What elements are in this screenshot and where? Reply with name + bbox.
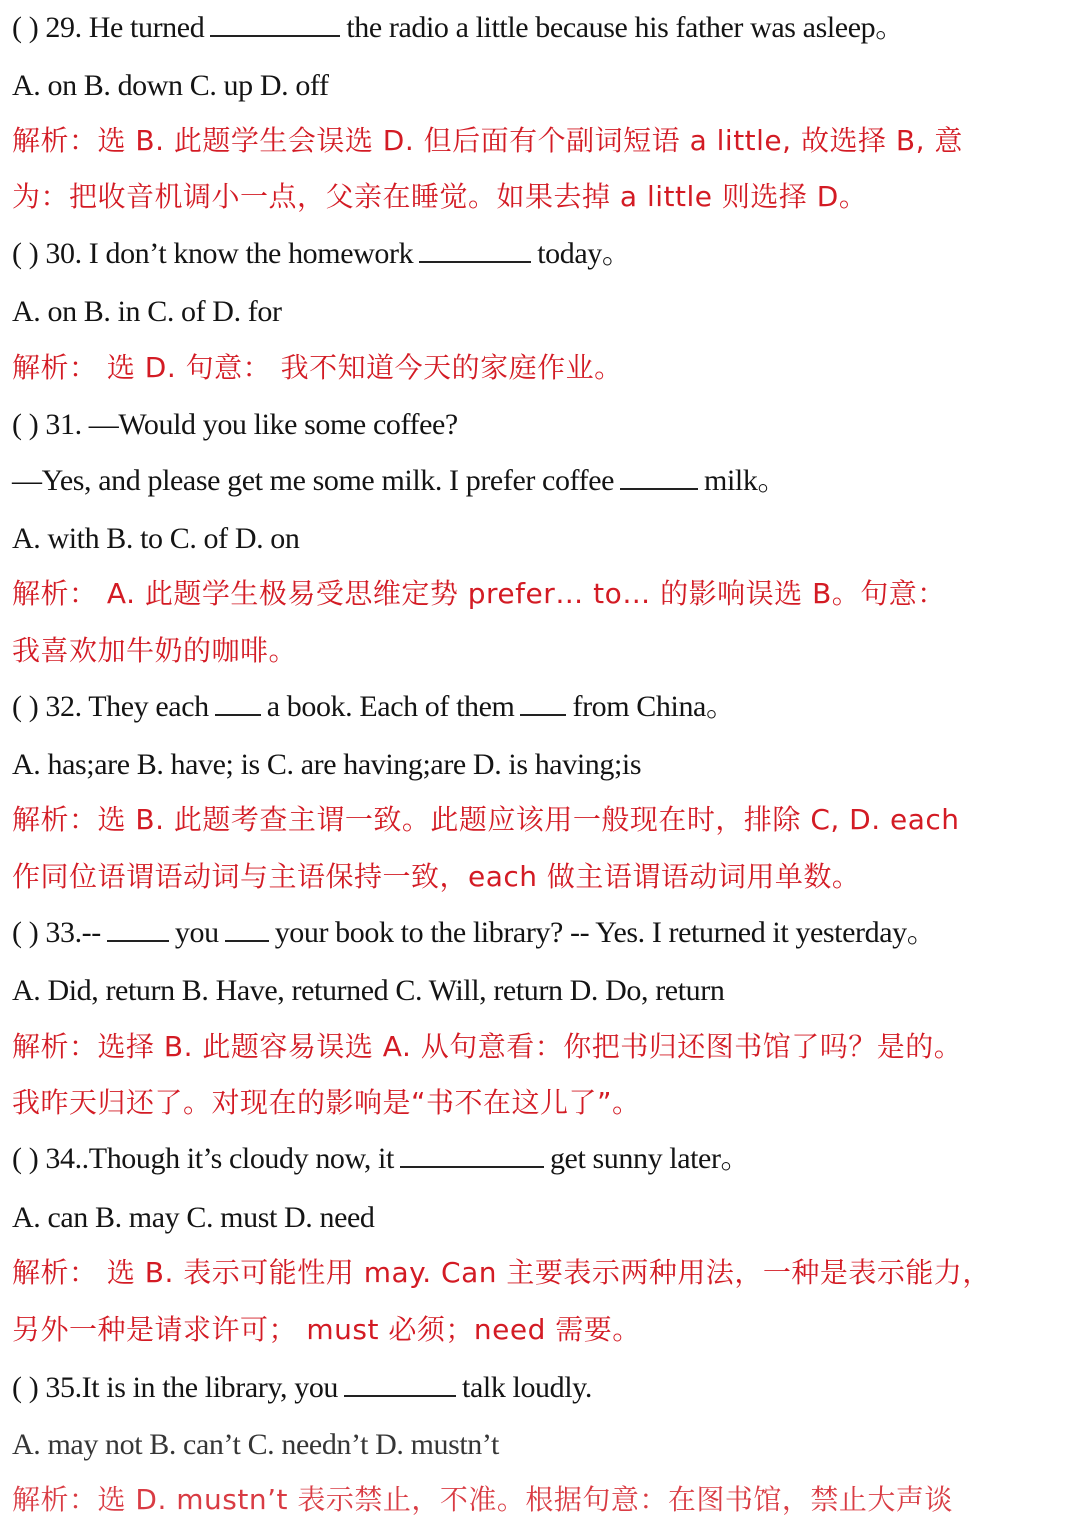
question-32-stem: [12, 687, 736, 727]
question-32-stem-suffix: from China。: [572, 690, 736, 723]
question-32-stem-middle: a book. Each of them: [266, 690, 515, 723]
question-31-stem-line-2-prefix: —Yes, and please get me some milk. I prefer coffee: [12, 464, 615, 497]
answer-blank: [344, 1369, 456, 1397]
question-29-stem: [12, 8, 905, 48]
question-31-explanation-line-2: 我喜欢加牛奶的咖啡。: [12, 634, 298, 667]
question-31-explanation-line-1: 解析： A. 此题学生极易受思维定势 prefer… to… 的影响误选 B。句意：: [12, 577, 946, 610]
answer-blank: [419, 235, 531, 263]
answer-blank: [210, 9, 340, 37]
question-29-stem-prefix: ( ) 29. He turned: [12, 11, 205, 44]
question-35-stem-suffix: talk loudly.: [462, 1371, 592, 1404]
question-31-stem: ( ) 31. —Would you like some coffee?: [12, 408, 458, 441]
question-31-options: A. with B. to C. of D. on: [12, 522, 300, 555]
question-33-options: A. Did, return B. Have, returned C. Will, return D. Do, return: [12, 974, 725, 1007]
question-35-options: A. may not B. can’t C. needn’t D. mustn’t: [12, 1428, 499, 1461]
answer-blank: [620, 462, 698, 490]
answer-blank: [520, 688, 566, 716]
question-33-stem-middle: you: [174, 916, 219, 949]
question-30-stem-suffix: today。: [537, 237, 632, 270]
question-34-options: A. can B. may C. must D. need: [12, 1201, 375, 1234]
question-29-explanation-line-2: 为：把收音机调小一点，父亲在睡觉。如果去掉 a little 则选择 D。: [12, 180, 868, 213]
answer-blank: [225, 914, 269, 942]
question-30-options: A. on B. in C. of D. for: [12, 295, 282, 328]
question-35-stem-prefix: ( ) 35.It is in the library, you: [12, 1371, 339, 1404]
answer-blank: [215, 688, 261, 716]
question-33-stem: [12, 913, 936, 953]
question-34-stem-suffix: get sunny later。: [549, 1142, 751, 1175]
question-30-stem: [12, 234, 631, 274]
question-30-stem-prefix: ( ) 30. I don’t know the homework: [12, 237, 414, 270]
question-34-stem-prefix: ( ) 34..Though it’s cloudy now, it: [12, 1142, 394, 1175]
answer-blank: [400, 1140, 544, 1168]
question-31-stem-line-2: [12, 461, 787, 501]
question-33-explanation-line-1: 解析：选择 B. 此题容易误选 A. 从句意看：你把书归还图书馆了吗？是的。: [12, 1030, 963, 1063]
question-29-stem-suffix: the radio a little because his father was asleep。: [346, 11, 905, 44]
question-34-explanation-line-1: 解析： 选 B. 表示可能性用 may. Can 主要表示两种用法，一种是表示能力，: [12, 1256, 991, 1289]
question-30-explanation-line-1: 解析： 选 D. 句意： 我不知道今天的家庭作业。: [12, 351, 623, 384]
question-32-explanation-line-2: 作同位语谓语动词与主语保持一致，each 做主语谓语动词用单数。: [12, 860, 861, 893]
question-34-stem: [12, 1139, 750, 1179]
question-35-stem: [12, 1368, 592, 1408]
question-32-stem-prefix: ( ) 32. They each: [12, 690, 209, 723]
question-32-options: A. has;are B. have; is C. are having;are D. is having;is: [12, 748, 642, 781]
question-33-stem-suffix: your book to the library? -- Yes. I returned it yesterday。: [274, 916, 937, 949]
question-35-explanation-line-1: 解析：选 D. mustn’t 表示禁止，不准。根据句意：在图书馆，禁止大声谈: [12, 1483, 953, 1516]
question-31-stem-line-2-suffix: milk。: [704, 464, 788, 497]
question-29-options: A. on B. down C. up D. off: [12, 69, 329, 102]
question-33-explanation-line-2: 我昨天归还了。对现在的影响是“书不在这儿了”。: [12, 1086, 641, 1119]
question-32-explanation-line-1: 解析：选 B. 此题考查主谓一致。此题应该用一般现在时，排除 C, D. each: [12, 803, 960, 836]
answer-blank: [107, 914, 169, 942]
question-33-stem-prefix: ( ) 33.--: [12, 916, 101, 949]
question-29-explanation-line-1: 解析：选 B. 此题学生会误选 D. 但后面有个副词短语 a little, 故选择 B, 意: [12, 124, 963, 157]
question-34-explanation-line-2: 另外一种是请求许可； must 必须；need 需要。: [12, 1313, 641, 1346]
